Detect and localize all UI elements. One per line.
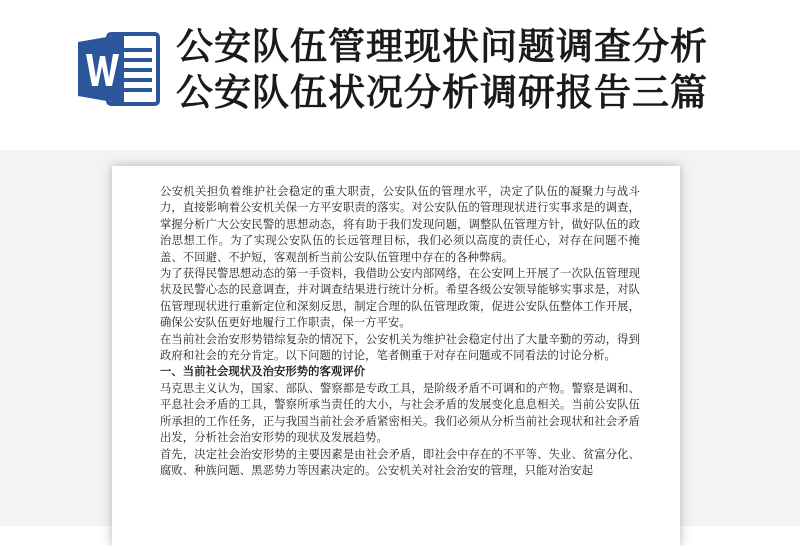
header: [0, 0, 800, 150]
page-title: [176, 24, 776, 116]
document-body: [160, 184, 640, 479]
paragraph: 首先，决定社会治安形势的主要因素是由社会矛盾，即社会中存在的不平等、失业、贫富分化、腐败、种族问题、黑恶势力等因素决定的。公安机关对社会治安的管理，只能对治安起: [160, 447, 640, 477]
paragraph: 马克思主义认为，国家、部队、警察都是专政工具，是阶级矛盾不可调和的产物。警察是调和、平息社会矛盾的工具，警察所承当责任的大小，与社会矛盾的发展变化息息相关。当前公安队伍所承担的工作任务，正与我国当前社会矛盾紧密相关。我们必须从分析当前社会现状和社会矛盾出发，分析社会治安形势的现状及发展趋势。: [160, 381, 640, 445]
title-line-1: 公安队伍管理现状问题调查分析: [176, 25, 708, 68]
document-page: [112, 166, 680, 546]
title-line-2: 公安队伍状况分析调研报告三篇: [176, 71, 708, 114]
section-heading: 一、当前社会现状及治安形势的客观评价: [160, 365, 366, 379]
paragraph: 在当前社会治安形势错综复杂的情况下，公安机关为维护社会稳定付出了大量辛勤的劳动，得到政府和社会的充分肯定。以下问题的讨论，笔者侧重于对存在问题或不同看法的讨论分析。: [160, 332, 640, 363]
paragraph: 公安机关担负着维护社会稳定的重大职责，公安队伍的管理水平，决定了队伍的凝聚力与战斗力，直接影响着公安机关保一方平安职责的落实。对公安队伍的管理现状进行实事求是的调查，掌握分析广大公安民警的思想动态，将有助于我们发现问题，调整队伍管理方针，做好队伍的政治思想工作。为了实现公安队伍的长远管理目标，我们必须以高度的责任心，对存在问题不掩盖、不回避、不护短，客观剖析当前公安队伍管理中存在的各种弊病。: [160, 185, 640, 264]
paragraph: 为了获得民警思想动态的第一手资料，我借助公安内部网络，在公安网上开展了一次队伍管理现状及民警心态的民意调查，并对调查结果进行统计分析。希望各级公安领导能够实事求是，对队伍管理现状进行重新定位和深刻反思，制定合理的队伍管理政策，促进公安队伍整体工作开展，确保公安队伍更好地履行工作职责，保一方平安。: [160, 267, 640, 330]
word-document-icon: [78, 30, 164, 108]
